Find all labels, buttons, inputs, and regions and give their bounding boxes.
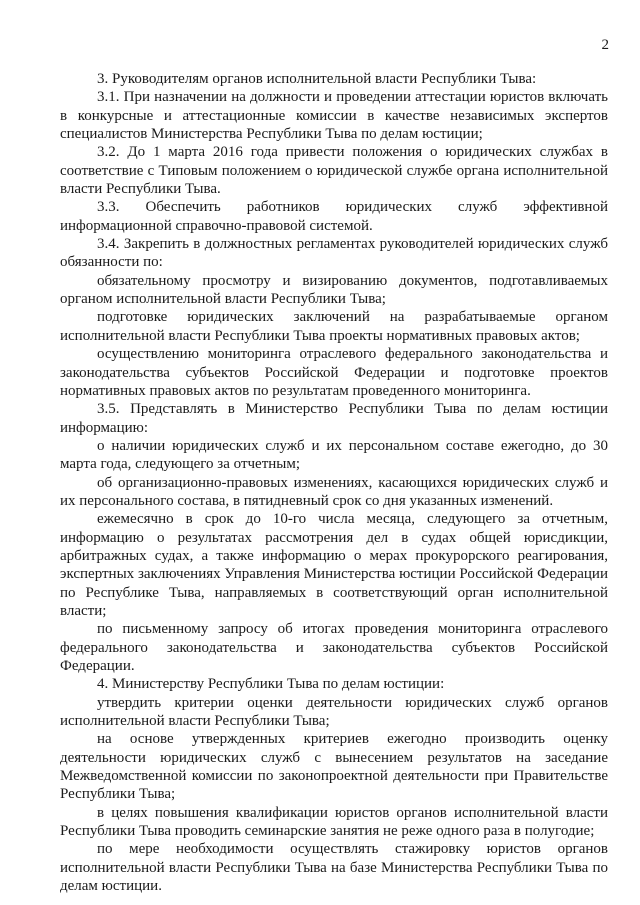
paragraph-3-2: 3.2. До 1 марта 2016 года привести положения о юридических службах в соответствие с Типовым положением о юридической службе органа исполнительной власти Республики Тыва. <box>60 144 608 198</box>
paragraph-3-5-item-2: об организационно-правовых изменениях, касающихся юридических служб и их персонального состава, в пятидневный срок со дня указанных изменений. <box>60 474 608 509</box>
paragraph-4-item-2: на основе утвержденных критериев ежегодно производить оценку деятельности юридических служб с вынесением результатов на заседание Межведомственной комиссии по законопроектной деятельности при Правительстве Республики Тыва; <box>60 731 608 803</box>
page-number: 2 <box>601 37 609 53</box>
paragraph-3-4-item-2: подготовке юридических заключений на разрабатываемые органом исполнительной власти Республики Тыва проекты нормативных правовых актов; <box>60 309 608 344</box>
paragraph-3-4-item-3: осуществлению мониторинга отраслевого федерального законодательства и законодательства субъектов Российской Федерации и подготовке проектов нормативных правовых актов по результатам проведенного мониторинга. <box>60 346 608 399</box>
section-4-heading: 4. Министерству Республики Тыва по делам юстиции: <box>97 676 445 693</box>
paragraph-3-5-item-4: по письменному запросу об итогах проведения мониторинга отраслевого федерального законодательства и законодательства субъектов Российской Федерации. <box>60 621 608 674</box>
paragraph-3-3: 3.3. Обеспечить работников юридических служб эффективной информационной справочно-правовой системой. <box>60 199 608 234</box>
paragraph-3-5: 3.5. Представлять в Министерство Республики Тыва по делам юстиции информацию: <box>60 401 608 436</box>
paragraph-4-item-4: по мере необходимости осуществлять стажировку юристов органов исполнительной власти Республики Тыва на базе Министерства Республики Тыва по делам юстиции. <box>60 841 608 895</box>
document-body <box>60 70 608 895</box>
paragraph-4-item-3: в целях повышения квалификации юристов органов исполнительной власти Республики Тыва проводить семинарские занятия не реже одного раза в полугодие; <box>60 804 608 840</box>
paragraph-3-4: 3.4. Закрепить в должностных регламентах руководителей юридических служб обязанности по: <box>60 236 608 271</box>
section-3-heading: 3. Руководителям органов исполнительной власти Республики Тыва: <box>97 71 537 87</box>
paragraph-4-item-1: утвердить критерии оценки деятельности юридических служб органов исполнительной власти Республики Тыва; <box>60 694 608 730</box>
paragraph-3-5-item-1: о наличии юридических служб и их персональном составе ежегодно, до 30 марта года, следующего за отчетным; <box>60 437 608 473</box>
paragraph-3-1: 3.1. При назначении на должности и проведении аттестации юристов включать в конкурсные и аттестационные комиссии в качестве независимых экспертов специалистов Министерства Республики Тыва по делам юстиции; <box>60 89 608 143</box>
paragraph-3-4-item-1: обязательному просмотру и визированию документов, подготавливаемых органом исполнительной власти Республики Тыва; <box>60 272 608 308</box>
paragraph-3-5-item-3: ежемесячно в срок до 10-го числа месяца, следующего за отчетным, информацию о результатах рассмотрения дел в судах общей юрисдикции, арбитражных судах, а также информацию о мерах прокурорского реагирования, экспертных заключениях Управления Министерства юстиции Российской Федерации по Республике Тыва, направляемых в соответствующий орган исполнительной власти; <box>60 511 608 619</box>
